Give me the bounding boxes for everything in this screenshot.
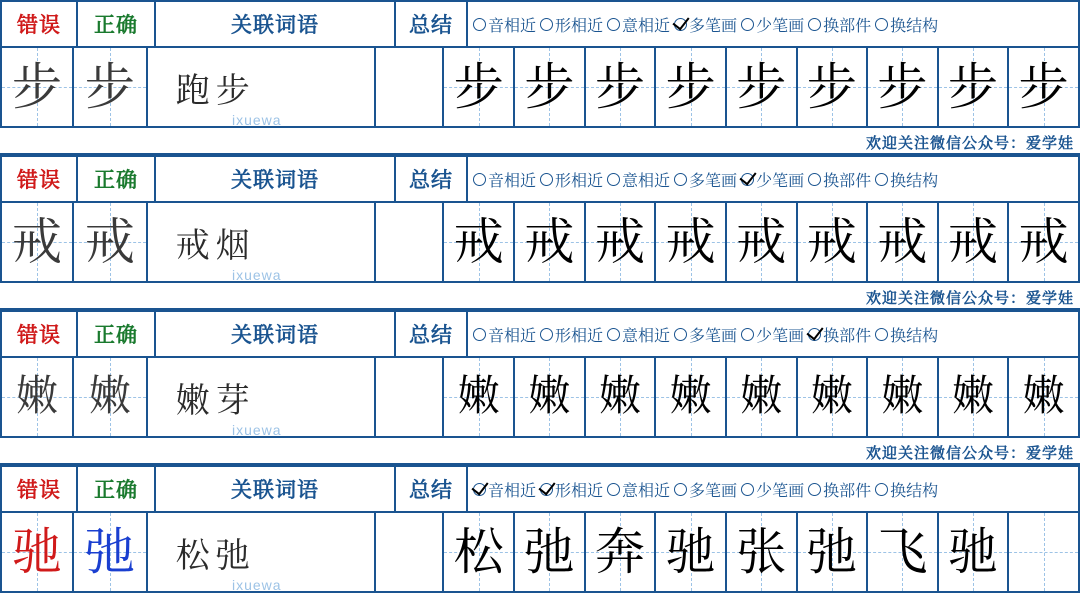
summary-spacer	[376, 48, 444, 126]
header-wrong: 错误	[0, 312, 78, 356]
practice-cell	[868, 203, 939, 281]
practice-char: 嫩	[952, 374, 995, 420]
option-多笔画[interactable]: 多笔画	[674, 478, 737, 501]
practice-char: 步	[665, 59, 716, 115]
practice-char: 戒	[948, 214, 999, 270]
watermark: ixuewa	[232, 112, 282, 128]
exercise-block	[0, 155, 1080, 310]
summary-options	[468, 2, 1080, 46]
practice-cell	[727, 358, 798, 436]
option-形相近[interactable]: 形相近	[540, 168, 603, 191]
option-形相近[interactable]: 形相近	[540, 323, 603, 346]
practice-char: 戒	[453, 214, 504, 270]
word-cell: 松弛	[148, 513, 377, 591]
practice-cell	[1009, 48, 1080, 126]
header-right: 正确	[78, 2, 156, 46]
checkbox-icon[interactable]	[808, 18, 821, 31]
option-形相近[interactable]: 形相近	[540, 13, 603, 36]
promo-text: 欢迎关注微信公众号：爱学娃	[865, 291, 1074, 307]
header-words: 关联词语	[156, 157, 396, 201]
option-换结构[interactable]: 换结构	[875, 478, 938, 501]
wrong-char-cell	[0, 203, 74, 281]
practice-char: 弛	[524, 524, 575, 580]
summary-options	[468, 467, 1080, 511]
option-换部件[interactable]: 换部件	[808, 478, 871, 501]
checkbox-icon[interactable]	[473, 173, 486, 186]
practice-char: 嫩	[740, 374, 783, 420]
practice-char: 步	[453, 59, 504, 115]
header-words: 关联词语	[156, 2, 396, 46]
summary-spacer	[376, 358, 444, 436]
practice-cell	[444, 358, 515, 436]
option-多笔画[interactable]: 多笔画	[674, 13, 737, 36]
option-少笔画[interactable]: 少笔画	[741, 168, 804, 191]
practice-cell	[798, 203, 869, 281]
option-意相近[interactable]: 意相近	[607, 13, 670, 36]
wrong-char-cell	[0, 48, 74, 126]
checkbox-icon[interactable]	[674, 18, 687, 31]
checkbox-icon[interactable]	[473, 483, 486, 496]
option-换部件[interactable]: 换部件	[808, 13, 871, 36]
practice-cell	[939, 203, 1010, 281]
practice-char: 步	[736, 59, 787, 115]
option-少笔画[interactable]: 少笔画	[741, 478, 804, 501]
practice-char: 嫩	[881, 374, 924, 420]
practice-cell	[939, 48, 1010, 126]
practice-cell	[444, 48, 515, 126]
practice-char: 松	[453, 524, 504, 580]
summary-spacer	[376, 203, 444, 281]
practice-cell	[798, 358, 869, 436]
wrong-char: 步	[11, 59, 62, 115]
option-形相近[interactable]: 形相近	[540, 478, 603, 501]
option-换结构[interactable]: 换结构	[875, 168, 938, 191]
option-多笔画[interactable]: 多笔画	[674, 168, 737, 191]
right-char: 弛	[84, 524, 135, 580]
exercise-block	[0, 0, 1080, 155]
word-cell: 戒烟	[148, 203, 377, 281]
checkbox-icon[interactable]	[674, 328, 687, 341]
word-cell: 跑步	[148, 48, 377, 126]
option-换结构[interactable]: 换结构	[875, 13, 938, 36]
practice-cell	[656, 513, 727, 591]
summary-spacer	[376, 513, 444, 591]
checkbox-icon[interactable]	[875, 328, 888, 341]
block-footer	[0, 267, 1080, 310]
header-summary: 总结	[396, 467, 468, 511]
checkbox-icon[interactable]	[875, 18, 888, 31]
header-right: 正确	[78, 467, 156, 511]
header-wrong: 错误	[0, 467, 78, 511]
header-right: 正确	[78, 312, 156, 356]
checkbox-icon[interactable]	[607, 328, 620, 341]
option-换结构[interactable]: 换结构	[875, 323, 938, 346]
watermark: ixuewa	[232, 267, 282, 283]
checkbox-icon[interactable]	[875, 173, 888, 186]
checkbox-icon[interactable]	[741, 173, 754, 186]
practice-cell	[586, 358, 657, 436]
checkbox-icon[interactable]	[540, 483, 553, 496]
option-音相近[interactable]: 音相近	[473, 13, 536, 36]
exercise-block	[0, 465, 1080, 601]
block-header	[0, 155, 1080, 203]
practice-char: 步	[524, 59, 575, 115]
practice-cell	[1009, 203, 1080, 281]
practice-char: 驰	[665, 524, 716, 580]
practice-cell	[798, 48, 869, 126]
checkbox-icon[interactable]	[607, 483, 620, 496]
practice-row	[0, 48, 1080, 128]
wrong-char: 嫩	[15, 374, 58, 420]
option-换部件[interactable]: 换部件	[808, 323, 871, 346]
checkbox-icon[interactable]	[674, 483, 687, 496]
practice-char: 飞	[877, 524, 928, 580]
header-words: 关联词语	[156, 312, 396, 356]
wrong-char-cell	[0, 358, 74, 436]
practice-cell	[939, 358, 1010, 436]
option-少笔画[interactable]: 少笔画	[741, 13, 804, 36]
practice-char: 弛	[806, 524, 857, 580]
practice-char: 戒	[665, 214, 716, 270]
block-header	[0, 310, 1080, 358]
watermark: ixuewa	[232, 577, 282, 593]
option-音相近[interactable]: 音相近	[473, 323, 536, 346]
practice-cell	[444, 203, 515, 281]
practice-char: 嫩	[810, 374, 853, 420]
wrong-char: 驰	[11, 524, 62, 580]
right-char: 戒	[84, 214, 135, 270]
practice-cell	[586, 203, 657, 281]
practice-char: 嫩	[598, 374, 641, 420]
block-footer	[0, 422, 1080, 465]
practice-cell	[656, 358, 727, 436]
practice-char: 奔	[594, 524, 645, 580]
exercise-block	[0, 310, 1080, 465]
right-char: 嫩	[88, 374, 131, 420]
practice-char: 嫩	[1022, 374, 1065, 420]
practice-char: 步	[948, 59, 999, 115]
block-header	[0, 0, 1080, 48]
checkbox-icon[interactable]	[808, 483, 821, 496]
option-少笔画[interactable]: 少笔画	[741, 323, 804, 346]
practice-cell	[515, 513, 586, 591]
checkbox-icon[interactable]	[540, 18, 553, 31]
practice-cell	[515, 358, 586, 436]
option-意相近[interactable]: 意相近	[607, 478, 670, 501]
word-cell: 嫩芽	[148, 358, 377, 436]
checkbox-icon[interactable]	[808, 328, 821, 341]
option-意相近[interactable]: 意相近	[607, 168, 670, 191]
header-summary: 总结	[396, 157, 468, 201]
right-char: 步	[84, 59, 135, 115]
checkbox-icon[interactable]	[540, 328, 553, 341]
practice-char: 戒	[806, 214, 857, 270]
practice-cell	[515, 48, 586, 126]
practice-char: 嫩	[669, 374, 712, 420]
practice-char: 嫩	[457, 374, 500, 420]
checkbox-icon[interactable]	[607, 18, 620, 31]
practice-row	[0, 358, 1080, 438]
checkbox-icon[interactable]	[473, 328, 486, 341]
practice-cell	[656, 48, 727, 126]
practice-char: 步	[806, 59, 857, 115]
option-意相近[interactable]: 意相近	[607, 323, 670, 346]
summary-options	[468, 312, 1080, 356]
option-音相近[interactable]: 音相近	[473, 478, 536, 501]
block-header	[0, 465, 1080, 513]
checkbox-icon[interactable]	[674, 173, 687, 186]
practice-char: 步	[877, 59, 928, 115]
header-words: 关联词语	[156, 467, 396, 511]
practice-char: 戒	[1018, 214, 1069, 270]
checkbox-icon[interactable]	[540, 173, 553, 186]
wrong-char: 戒	[11, 214, 62, 270]
practice-cell	[586, 48, 657, 126]
summary-options	[468, 157, 1080, 201]
practice-cell	[444, 513, 515, 591]
checkbox-icon[interactable]	[875, 483, 888, 496]
practice-cell	[1009, 358, 1080, 436]
right-char-cell	[74, 358, 148, 436]
practice-cell	[798, 513, 869, 591]
promo-text: 欢迎关注微信公众号：爱学娃	[865, 446, 1074, 462]
practice-cell	[656, 203, 727, 281]
practice-cell	[727, 203, 798, 281]
wrong-char-cell	[0, 513, 74, 591]
option-换部件[interactable]: 换部件	[808, 168, 871, 191]
practice-cell	[868, 513, 939, 591]
block-footer	[0, 112, 1080, 155]
right-char-cell	[74, 203, 148, 281]
practice-char: 驰	[948, 524, 999, 580]
checkbox-icon[interactable]	[607, 173, 620, 186]
practice-cell	[586, 513, 657, 591]
practice-cell	[1009, 513, 1080, 591]
option-音相近[interactable]: 音相近	[473, 168, 536, 191]
checkbox-icon[interactable]	[741, 18, 754, 31]
practice-char: 张	[736, 524, 787, 580]
practice-row	[0, 203, 1080, 283]
practice-char: 戒	[524, 214, 575, 270]
option-多笔画[interactable]: 多笔画	[674, 323, 737, 346]
practice-char: 嫩	[528, 374, 571, 420]
practice-row	[0, 513, 1080, 593]
checkbox-icon[interactable]	[741, 483, 754, 496]
checkbox-icon[interactable]	[808, 173, 821, 186]
right-char-cell	[74, 513, 148, 591]
right-char-cell	[74, 48, 148, 126]
practice-cell	[868, 358, 939, 436]
practice-char: 步	[594, 59, 645, 115]
header-summary: 总结	[396, 312, 468, 356]
checkbox-icon[interactable]	[473, 18, 486, 31]
header-wrong: 错误	[0, 2, 78, 46]
block-footer	[0, 577, 1080, 601]
practice-cell	[727, 513, 798, 591]
header-summary: 总结	[396, 2, 468, 46]
practice-char: 戒	[594, 214, 645, 270]
practice-char: 戒	[877, 214, 928, 270]
promo-text: 欢迎关注微信公众号：爱学娃	[865, 136, 1074, 152]
checkbox-icon[interactable]	[741, 328, 754, 341]
practice-char: 步	[1018, 59, 1069, 115]
practice-cell	[939, 513, 1010, 591]
header-wrong: 错误	[0, 157, 78, 201]
header-right: 正确	[78, 157, 156, 201]
practice-cell	[868, 48, 939, 126]
practice-cell	[727, 48, 798, 126]
practice-cell	[515, 203, 586, 281]
practice-char: 戒	[736, 214, 787, 270]
watermark: ixuewa	[232, 422, 282, 438]
